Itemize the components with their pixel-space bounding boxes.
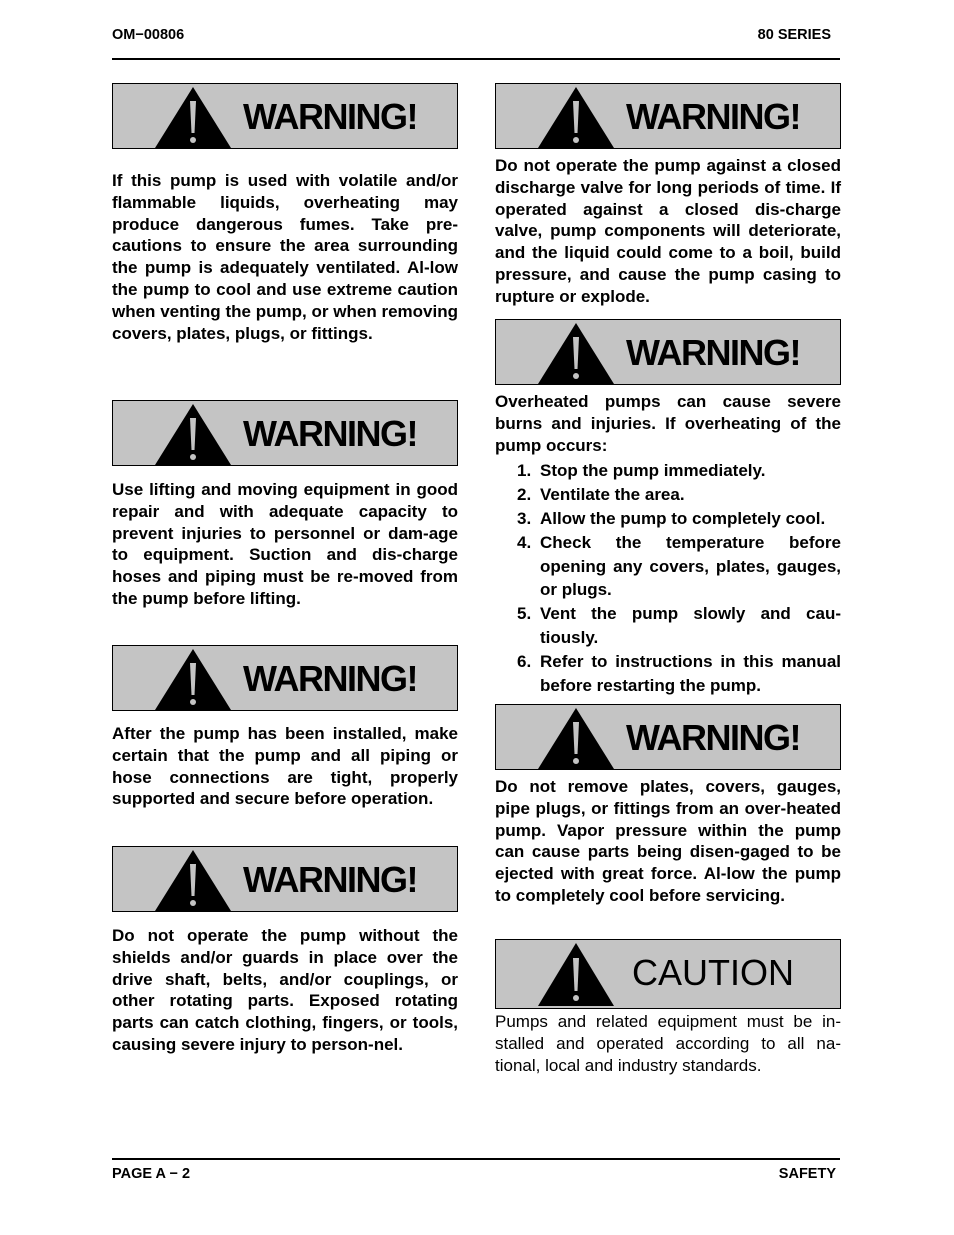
step-number: 4. <box>517 532 532 552</box>
warning-text: Do not operate the pump against a closed discharge valve for long periods of time. If operated against a closed dis-charge valve, pump components will deteriorate, and the liquid could come to a boil, build pressure, and cause the pump casing to rupture or explode. <box>495 156 841 306</box>
step-text: Refer to instructions in this manual before restarting the pump. <box>540 651 841 695</box>
step-text: Check the temperature before opening any covers, plates, gauges, or plugs. <box>540 532 841 600</box>
warning-box <box>495 319 841 385</box>
series-title: 80 SERIES <box>757 27 831 43</box>
warning-box <box>112 400 458 466</box>
warning-triangle-icon <box>153 85 233 149</box>
warning-label: WARNING! <box>243 96 417 137</box>
caution-text: Pumps and related equipment must be in-stalled and operated according to all na-tional, local and industry standards. <box>495 1012 841 1075</box>
page-number: PAGE A − 2 <box>112 1166 191 1182</box>
warning-text: After the pump has been installed, make certain that the pump and all piping or hose connections are tight, properly supported and secure before operation. <box>112 724 458 809</box>
warning-label: WARNING! <box>243 859 417 900</box>
step-text: Allow the pump to completely cool. <box>540 508 826 528</box>
warning-box <box>112 846 458 912</box>
numbered-steps <box>495 459 841 697</box>
step-number: 2. <box>517 485 532 505</box>
footer-rule <box>112 1158 840 1160</box>
warning-triangle-icon <box>153 647 233 711</box>
step-text: Stop the pump immediately. <box>540 461 766 481</box>
left-column <box>112 0 458 1140</box>
step-text: Ventilate the area. <box>540 485 685 505</box>
warning-box <box>495 83 841 149</box>
step-number: 3. <box>517 508 532 528</box>
warning-label: WARNING! <box>243 413 417 454</box>
step-number: 6. <box>517 651 532 671</box>
warning-text: If this pump is used with volatile and/or flammable liquids, overheating may produce dangerous fumes. Take pre-cautions to ensure the area surrounding the pump is adequately ventilated. Al-low the pump to cool and use extreme caution when venting the pump, or when removing covers, plates, plugs, or fittings. <box>112 171 458 343</box>
warning-triangle-icon <box>153 848 233 912</box>
warning-label: WARNING! <box>243 658 417 699</box>
warning-label: WARNING! <box>626 717 800 758</box>
warning-text: Do not operate the pump without the shields and/or guards in place over the drive shaft, belts, and/or couplings, or other rotating parts. Exposed rotating parts can catch clothing, fingers, or tools, causing severe injury to person-nel. <box>112 926 458 1054</box>
warning-triangle-icon <box>536 321 616 385</box>
warning-text: Use lifting and moving equipment in good repair and with adequate capacity to prevent injuries to personnel or dam-age to equipment. Suction and dis-charge hoses and piping must be re-moved from the pump before lifting. <box>112 480 458 608</box>
list-item <box>495 602 841 650</box>
warning-box <box>112 83 458 149</box>
warning-triangle-icon <box>153 402 233 466</box>
step-text: Vent the pump slowly and cau-tiously. <box>540 604 841 647</box>
list-item <box>495 459 841 483</box>
warning-box <box>112 645 458 711</box>
list-item <box>495 531 841 602</box>
warning-box <box>495 704 841 770</box>
document-number: OM−00806 <box>112 27 185 43</box>
right-column <box>495 0 841 1140</box>
caution-label: CAUTION <box>632 952 794 993</box>
warning-text: Do not remove plates, covers, gauges, pipe plugs, or fittings from an over-heated pump. Vapor pressure within the pump can cause parts being disen-gaged to be ejected with great force. Al-low the pump to completely cool before servicing. <box>495 777 841 905</box>
caution-box <box>495 939 841 1009</box>
warning-text: Overheated pumps can cause severe burns and injuries. If overheating of the pump occurs: <box>495 392 841 455</box>
warning-label: WARNING! <box>626 96 800 137</box>
step-number: 1. <box>517 461 532 481</box>
warning-triangle-icon <box>536 706 616 770</box>
list-item <box>495 507 841 531</box>
list-item <box>495 650 841 698</box>
overheating-section <box>495 391 841 697</box>
step-number: 5. <box>517 604 532 624</box>
section-title: SAFETY <box>778 1166 836 1182</box>
caution-triangle-icon <box>536 941 616 1007</box>
warning-label: WARNING! <box>626 332 800 373</box>
list-item <box>495 483 841 507</box>
warning-triangle-icon <box>536 85 616 149</box>
